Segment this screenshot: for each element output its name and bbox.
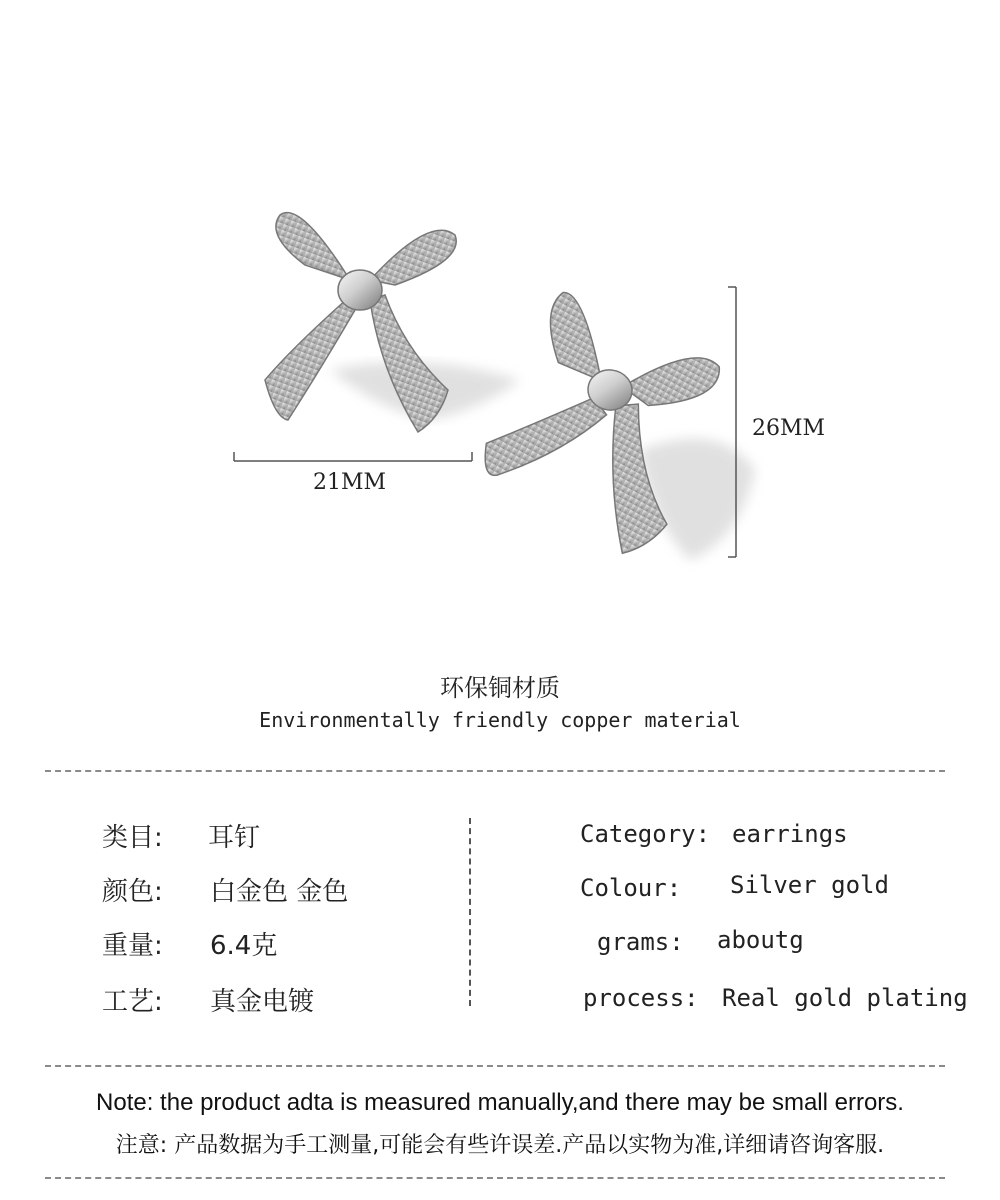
note-cn: 注意: 产品数据为手工测量,可能会有些许误差.产品以实物为准,详细请咨询客服. bbox=[115, 1133, 885, 1158]
spec-label-colour-cn: 颜色: bbox=[102, 877, 163, 907]
spec-label-category-en: Category: bbox=[580, 820, 711, 848]
material-title-cn: 环保铜材质 bbox=[440, 674, 560, 702]
spec-value-colour-cn: 白金色 金色 bbox=[210, 877, 349, 907]
spec-value-category-en: earrings bbox=[732, 820, 848, 848]
divider-middle bbox=[45, 1065, 945, 1067]
spec-value-colour-en: Silver gold bbox=[730, 871, 889, 899]
width-label: 21MM bbox=[313, 470, 387, 495]
spec-label-category-cn: 类目: bbox=[102, 823, 163, 853]
earring-shadow-right bbox=[640, 439, 755, 560]
material-title-en: Environmentally friendly copper material bbox=[259, 708, 741, 732]
spec-column-divider bbox=[469, 818, 471, 1006]
divider-top bbox=[45, 770, 945, 772]
spec-value-weight-cn: 6.4克 bbox=[210, 931, 278, 961]
spec-label-weight-cn: 重量: bbox=[102, 931, 163, 961]
width-dimension-line bbox=[234, 452, 472, 461]
spec-label-grams-en: grams: bbox=[597, 928, 684, 956]
spec-label-process-en: process: bbox=[583, 984, 699, 1012]
spec-value-process-cn: 真金电镀 bbox=[210, 987, 315, 1017]
spec-label-process-cn: 工艺: bbox=[102, 987, 163, 1017]
divider-bottom bbox=[45, 1177, 945, 1179]
note-en: Note: the product adta is measured manually,and there may be small errors. bbox=[96, 1089, 904, 1116]
spec-value-category-cn: 耳钉 bbox=[208, 823, 261, 853]
spec-value-grams-en: aboutg bbox=[717, 926, 804, 954]
height-label: 26MM bbox=[752, 416, 826, 441]
spec-label-colour-en: Colour: bbox=[580, 874, 682, 902]
spec-value-process-en: Real gold plating bbox=[722, 984, 968, 1012]
bow-earring-left bbox=[265, 213, 456, 432]
